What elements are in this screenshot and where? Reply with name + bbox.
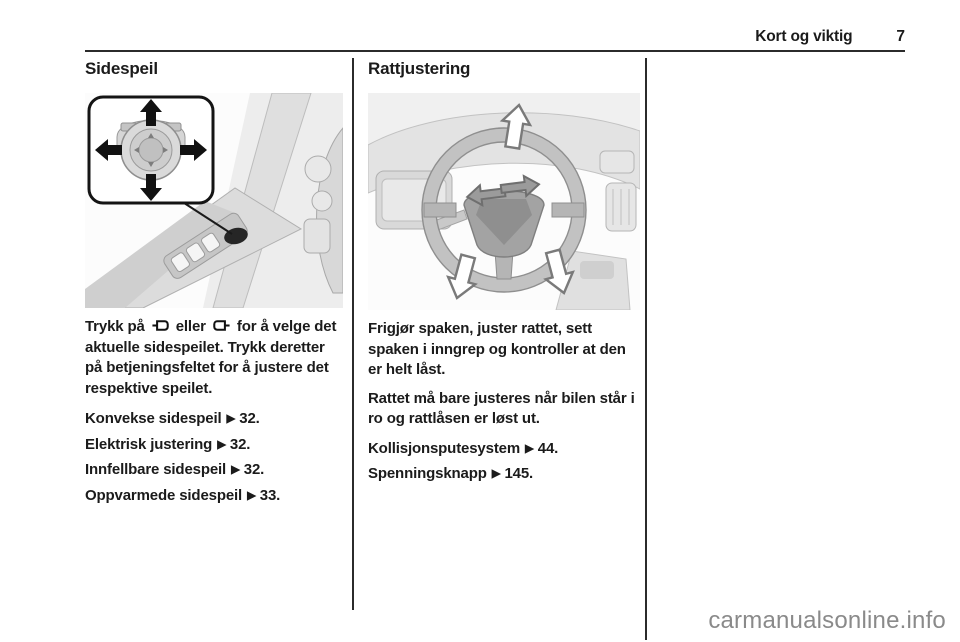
see-page-arrow-icon: ▶: [247, 489, 256, 502]
chapter-title: Kort og viktig: [755, 28, 853, 45]
mirror-intro-paragraph: [85, 317, 343, 399]
section-heading-rattjustering: Rattjustering: [368, 59, 471, 78]
intro-text-3: for å velge det aktuelle sidespeilet. Trykk deretter på betjeningsfeltet for å justere det respektive speilet.: [85, 318, 337, 397]
reference-link: [85, 435, 343, 457]
reference-link: [85, 460, 343, 482]
reference-link: [85, 486, 343, 508]
watermark-text: carmanualsonline.info: [708, 607, 946, 634]
steering-paragraph-1: Frigjør spaken, juster rattet, sett spaken i inngrep og kontroller at den er helt låst.: [368, 320, 626, 378]
door-mirror-control-figure: [85, 93, 343, 308]
reference-label: Innfellbare sidespeil: [85, 461, 227, 478]
header-rule: [85, 50, 905, 52]
mirror-left-icon: [152, 319, 169, 332]
page-header: [85, 28, 905, 46]
reference-page: 44.: [537, 439, 559, 457]
reference-label: Elektrisk justering: [85, 435, 213, 453]
steering-wheel-figure: [368, 93, 640, 310]
intro-text-1: Trykk på: [85, 318, 149, 335]
reference-page: 32.: [239, 410, 260, 427]
column-divider-right: [645, 58, 647, 640]
see-page-arrow-icon: ▶: [491, 468, 501, 480]
steering-wheel-illustration: [368, 93, 640, 310]
reference-label: Konvekse sidespeil: [85, 410, 222, 427]
reference-page: 32.: [229, 435, 251, 453]
reference-label: Oppvarmede sidespeil: [85, 486, 243, 504]
right-column-empty: [660, 58, 905, 608]
intro-text-2: eller: [171, 318, 210, 335]
see-page-arrow-icon: ▶: [525, 442, 534, 455]
reference-page: 145.: [504, 465, 534, 482]
column-divider-left: [352, 58, 354, 610]
reference-link: [85, 409, 343, 431]
see-page-arrow-icon: ▶: [226, 413, 236, 425]
reference-label: Spenningsknapp: [368, 465, 487, 482]
reference-link: [368, 464, 640, 486]
reference-page: 32.: [243, 461, 265, 478]
reference-link: [368, 439, 640, 461]
left-column: [85, 58, 343, 511]
see-page-arrow-icon: ▶: [231, 464, 240, 476]
see-page-arrow-icon: ▶: [217, 438, 226, 451]
door-mirror-control-illustration: [85, 93, 343, 308]
section-heading-sidespeil: Sidespeil: [85, 59, 158, 78]
middle-column: [368, 58, 640, 490]
page-number: 7: [896, 28, 905, 45]
reference-page: 33.: [259, 486, 281, 504]
mirror-right-icon: [213, 319, 230, 332]
reference-label: Kollisjonsputesystem: [368, 439, 521, 457]
steering-paragraph-2: Rattet må bare justeres når bilen står i ro og rattlåsen er løst ut.: [368, 389, 635, 427]
